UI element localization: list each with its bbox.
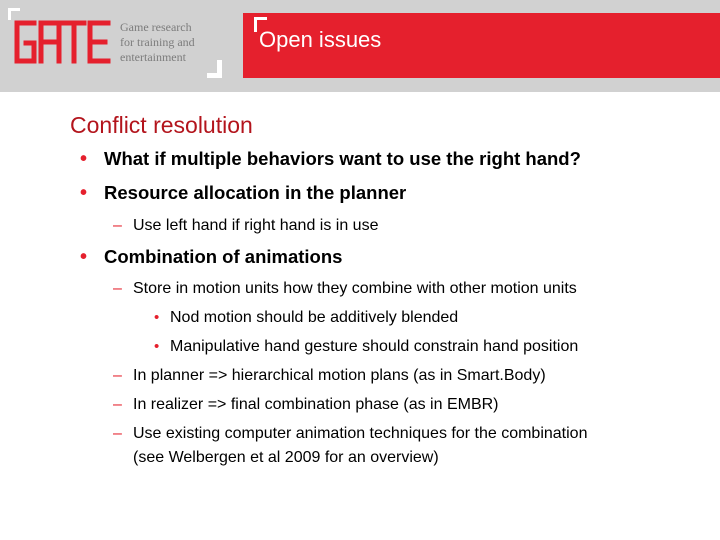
corner-mark-bottom-right — [207, 60, 222, 78]
tagline-line-2: for training and — [120, 35, 195, 49]
slide-title: Open issues — [259, 27, 382, 52]
bullet-marker: • — [80, 182, 88, 204]
bullet-text: Resource allocation in the planner — [104, 182, 407, 203]
sub-bullet-text: Use existing computer animation techniques for the combination — [133, 425, 588, 442]
section-heading: Conflict resolution — [70, 112, 253, 138]
sub-bullet-text: Use left hand if right hand is in use — [133, 217, 379, 234]
bullet-text: What if multiple behaviors want to use the right hand? — [104, 148, 581, 169]
sub-bullet-text: In realizer => final combination phase (as in EMBR) — [133, 396, 499, 413]
sub-sub-bullet-item — [154, 337, 579, 357]
gate-logo — [14, 19, 114, 65]
bullet-marker: • — [154, 309, 160, 326]
sub-bullet-continuation — [133, 448, 439, 468]
bullet-marker: • — [154, 338, 160, 355]
dash-marker: – — [113, 396, 122, 413]
sub-bullet-item — [113, 424, 588, 444]
bullet-item — [80, 245, 343, 269]
bullet-marker: • — [80, 148, 88, 170]
bullet-item — [80, 147, 581, 171]
dash-marker: – — [113, 425, 122, 442]
sub-bullet-text: In planner => hierarchical motion plans (as in Smart.Body) — [133, 367, 546, 384]
sub-bullet-text: (see Welbergen et al 2009 for an overview) — [133, 449, 439, 466]
sub-bullet-item — [113, 395, 499, 415]
bullet-text: Combination of animations — [104, 246, 343, 267]
sub-bullet-item — [113, 279, 577, 299]
sub-bullet-item — [113, 216, 379, 236]
tagline-line-1: Game research — [120, 20, 192, 34]
bullet-item — [80, 181, 407, 205]
sub-sub-bullet-text: Nod motion should be additively blended — [170, 309, 459, 326]
dash-marker: – — [113, 217, 122, 234]
title-box — [243, 13, 720, 78]
sub-bullet-item — [113, 366, 546, 386]
dash-marker: – — [113, 367, 122, 384]
bullet-marker: • — [80, 246, 88, 268]
tagline-line-3: entertainment — [120, 50, 186, 64]
dash-marker: – — [113, 280, 122, 297]
sub-sub-bullet-text: Manipulative hand gesture should constrain hand position — [170, 338, 579, 355]
sub-sub-bullet-item — [154, 308, 459, 328]
sub-bullet-text: Store in motion units how they combine with other motion units — [133, 280, 577, 297]
tagline — [120, 20, 240, 65]
header-bar — [0, 0, 720, 92]
